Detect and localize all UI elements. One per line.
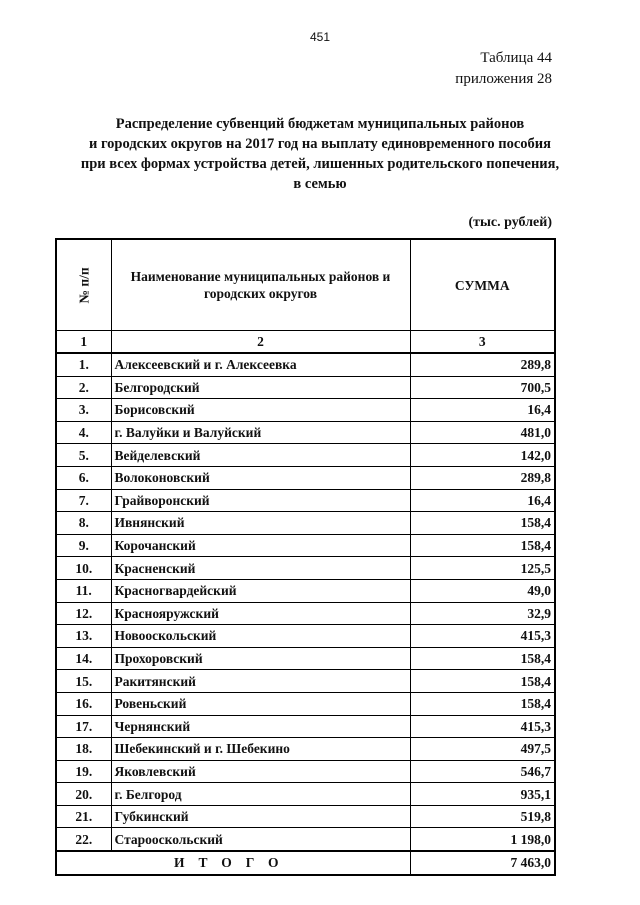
row-number: 12.	[56, 602, 111, 625]
row-sum: 481,0	[410, 421, 555, 444]
row-number: 6.	[56, 466, 111, 489]
row-name: Красногвардейский	[111, 579, 410, 602]
row-number: 19.	[56, 760, 111, 783]
table-row	[56, 805, 555, 828]
header-num-cell	[56, 239, 111, 331]
row-number: 13.	[56, 625, 111, 648]
row-sum: 32,9	[410, 602, 555, 625]
row-name: Корочанский	[111, 534, 410, 557]
row-sum: 158,4	[410, 647, 555, 670]
row-sum: 415,3	[410, 715, 555, 738]
row-name: Ракитянский	[111, 670, 410, 693]
row-sum: 16,4	[410, 489, 555, 512]
row-name: Старооскольский	[111, 828, 410, 851]
row-name: Красненский	[111, 557, 410, 580]
row-sum: 16,4	[410, 399, 555, 422]
page-number: 451	[309, 30, 331, 44]
row-number: 20.	[56, 783, 111, 806]
col-index-1: 1	[56, 331, 111, 354]
row-name: Грайворонский	[111, 489, 410, 512]
row-number: 15.	[56, 670, 111, 693]
table-row	[56, 760, 555, 783]
subsidy-table	[55, 238, 556, 876]
row-name: Белгородский	[111, 376, 410, 399]
row-number: 17.	[56, 715, 111, 738]
table-row	[56, 670, 555, 693]
row-sum: 519,8	[410, 805, 555, 828]
row-sum: 158,4	[410, 670, 555, 693]
row-sum: 546,7	[410, 760, 555, 783]
total-label: ИТОГО	[56, 851, 410, 875]
row-number: 2.	[56, 376, 111, 399]
row-number: 22.	[56, 828, 111, 851]
table-row	[56, 444, 555, 467]
table-reference	[455, 48, 552, 90]
row-name: Волоконовский	[111, 466, 410, 489]
row-number: 3.	[56, 399, 111, 422]
table-row	[56, 421, 555, 444]
row-sum: 158,4	[410, 692, 555, 715]
row-number: 10.	[56, 557, 111, 580]
row-sum: 289,8	[410, 353, 555, 376]
table-row	[56, 534, 555, 557]
row-name: Яковлевский	[111, 760, 410, 783]
row-sum: 497,5	[410, 738, 555, 761]
table-ref-line2: приложения 28	[455, 71, 552, 87]
table-ref-line1: Таблица 44	[480, 50, 552, 66]
row-number: 14.	[56, 647, 111, 670]
table-row	[56, 512, 555, 535]
row-name: Новооскольский	[111, 625, 410, 648]
row-sum: 700,5	[410, 376, 555, 399]
row-name: Прохоровский	[111, 647, 410, 670]
table-row	[56, 399, 555, 422]
header-num: № п/п	[76, 266, 92, 304]
row-sum: 289,8	[410, 466, 555, 489]
row-sum: 142,0	[410, 444, 555, 467]
table-row	[56, 625, 555, 648]
header-sum: СУММА	[410, 239, 555, 331]
row-number: 8.	[56, 512, 111, 535]
row-name: Шебекинский и г. Шебекино	[111, 738, 410, 761]
row-name: г. Валуйки и Валуйский	[111, 421, 410, 444]
row-number: 11.	[56, 579, 111, 602]
table-header-row	[56, 239, 555, 331]
table-row	[56, 738, 555, 761]
row-name: Борисовский	[111, 399, 410, 422]
row-number: 21.	[56, 805, 111, 828]
table-row	[56, 376, 555, 399]
document-title	[40, 114, 600, 194]
total-sum: 7 463,0	[410, 851, 555, 875]
table-row	[56, 602, 555, 625]
row-sum: 1 198,0	[410, 828, 555, 851]
title-line4: в семью	[293, 176, 347, 192]
row-sum: 158,4	[410, 534, 555, 557]
table-row	[56, 715, 555, 738]
row-number: 4.	[56, 421, 111, 444]
row-number: 7.	[56, 489, 111, 512]
row-number: 9.	[56, 534, 111, 557]
row-sum: 125,5	[410, 557, 555, 580]
table-row	[56, 353, 555, 376]
header-name: Наименование муниципальных районов и городских округов	[111, 239, 410, 331]
row-name: Краснояружский	[111, 602, 410, 625]
row-sum: 158,4	[410, 512, 555, 535]
table-row	[56, 579, 555, 602]
row-name: Губкинский	[111, 805, 410, 828]
table-row	[56, 783, 555, 806]
row-name: Вейделевский	[111, 444, 410, 467]
row-name: Чернянский	[111, 715, 410, 738]
table-row	[56, 466, 555, 489]
row-sum: 415,3	[410, 625, 555, 648]
row-number: 5.	[56, 444, 111, 467]
row-name: г. Белгород	[111, 783, 410, 806]
total-row	[56, 851, 555, 875]
table-row	[56, 647, 555, 670]
col-index-3: 3	[410, 331, 555, 354]
row-number: 1.	[56, 353, 111, 376]
units-label: (тыс. рублей)	[468, 215, 552, 230]
row-name: Алексеевский и г. Алексеевка	[111, 353, 410, 376]
row-name: Ивнянский	[111, 512, 410, 535]
row-name: Ровеньский	[111, 692, 410, 715]
table-row	[56, 557, 555, 580]
row-number: 16.	[56, 692, 111, 715]
table-row	[56, 828, 555, 851]
table-row	[56, 489, 555, 512]
row-sum: 49,0	[410, 579, 555, 602]
column-index-row	[56, 331, 555, 354]
title-line3: при всех формах устройства детей, лишенных родительского попечения,	[80, 156, 560, 172]
title-line2: и городских округов на 2017 год на выплату единовременного пособия	[88, 136, 552, 152]
row-number: 18.	[56, 738, 111, 761]
title-line1: Распределение субвенций бюджетам муниципальных районов	[115, 116, 525, 132]
col-index-2: 2	[111, 331, 410, 354]
row-sum: 935,1	[410, 783, 555, 806]
table-row	[56, 692, 555, 715]
